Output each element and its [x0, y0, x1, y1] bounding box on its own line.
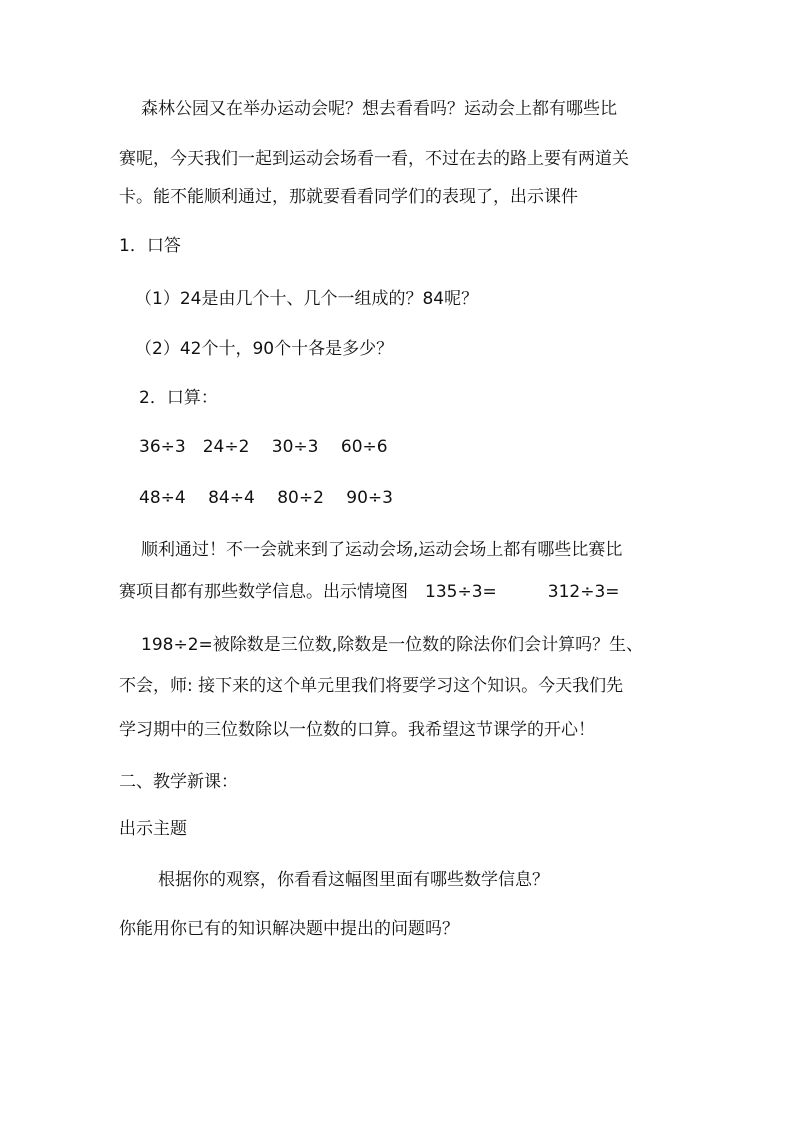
pass-paragraph-line-4: 不会，师: 接下来的这个单元里我们将要学习这个知识。今天我们先 — [119, 676, 624, 696]
intro-paragraph-line-3: 卡。能不能顺利通过，那就要看看同学们的表现了，出示课件 — [119, 187, 578, 207]
calculation-row-2: 48÷4 84÷4 80÷2 90÷3 — [139, 488, 393, 508]
question-2: （2）42个十，90个十各是多少？ — [135, 339, 394, 359]
show-topic: 出示主题 — [119, 819, 187, 839]
calculation-row-1: 36÷3 24÷2 30÷3 60÷6 — [139, 437, 388, 457]
pass-paragraph-line-5: 学习期中的三位数除以一位数的口算。我希望这节课学的开心！ — [119, 720, 595, 740]
part-2-heading: 二、教学新课： — [119, 772, 238, 792]
intro-paragraph-line-2: 赛呢，今天我们一起到运动会场看一看，不过在去的路上要有两道关 — [119, 149, 629, 169]
pass-paragraph-line-1: 顺利通过！不一会就来到了运动会场,运动会场上都有哪些比赛比 — [141, 540, 623, 560]
intro-paragraph-line-1: 森林公园又在举办运动会呢？想去看看吗？运动会上都有哪些比 — [141, 99, 617, 119]
question-1: （1）24是由几个十、几个一组成的？84呢？ — [135, 289, 479, 309]
observe-question: 根据你的观察，你看看这幅图里面有哪些数学信息？ — [158, 870, 549, 890]
section-2-heading: 2．口算： — [139, 388, 218, 408]
section-1-heading: 1．口答 — [119, 236, 181, 256]
pass-paragraph-line-3: 198÷2=被除数是三位数,除数是一位数的除法你们会计算吗？生、 — [141, 635, 644, 655]
pass-paragraph-line-2: 赛项目都有那些数学信息。出示情境图 135÷3= 312÷3= — [119, 582, 620, 602]
solve-question: 你能用你已有的知识解决题中提出的问题吗？ — [119, 919, 459, 939]
